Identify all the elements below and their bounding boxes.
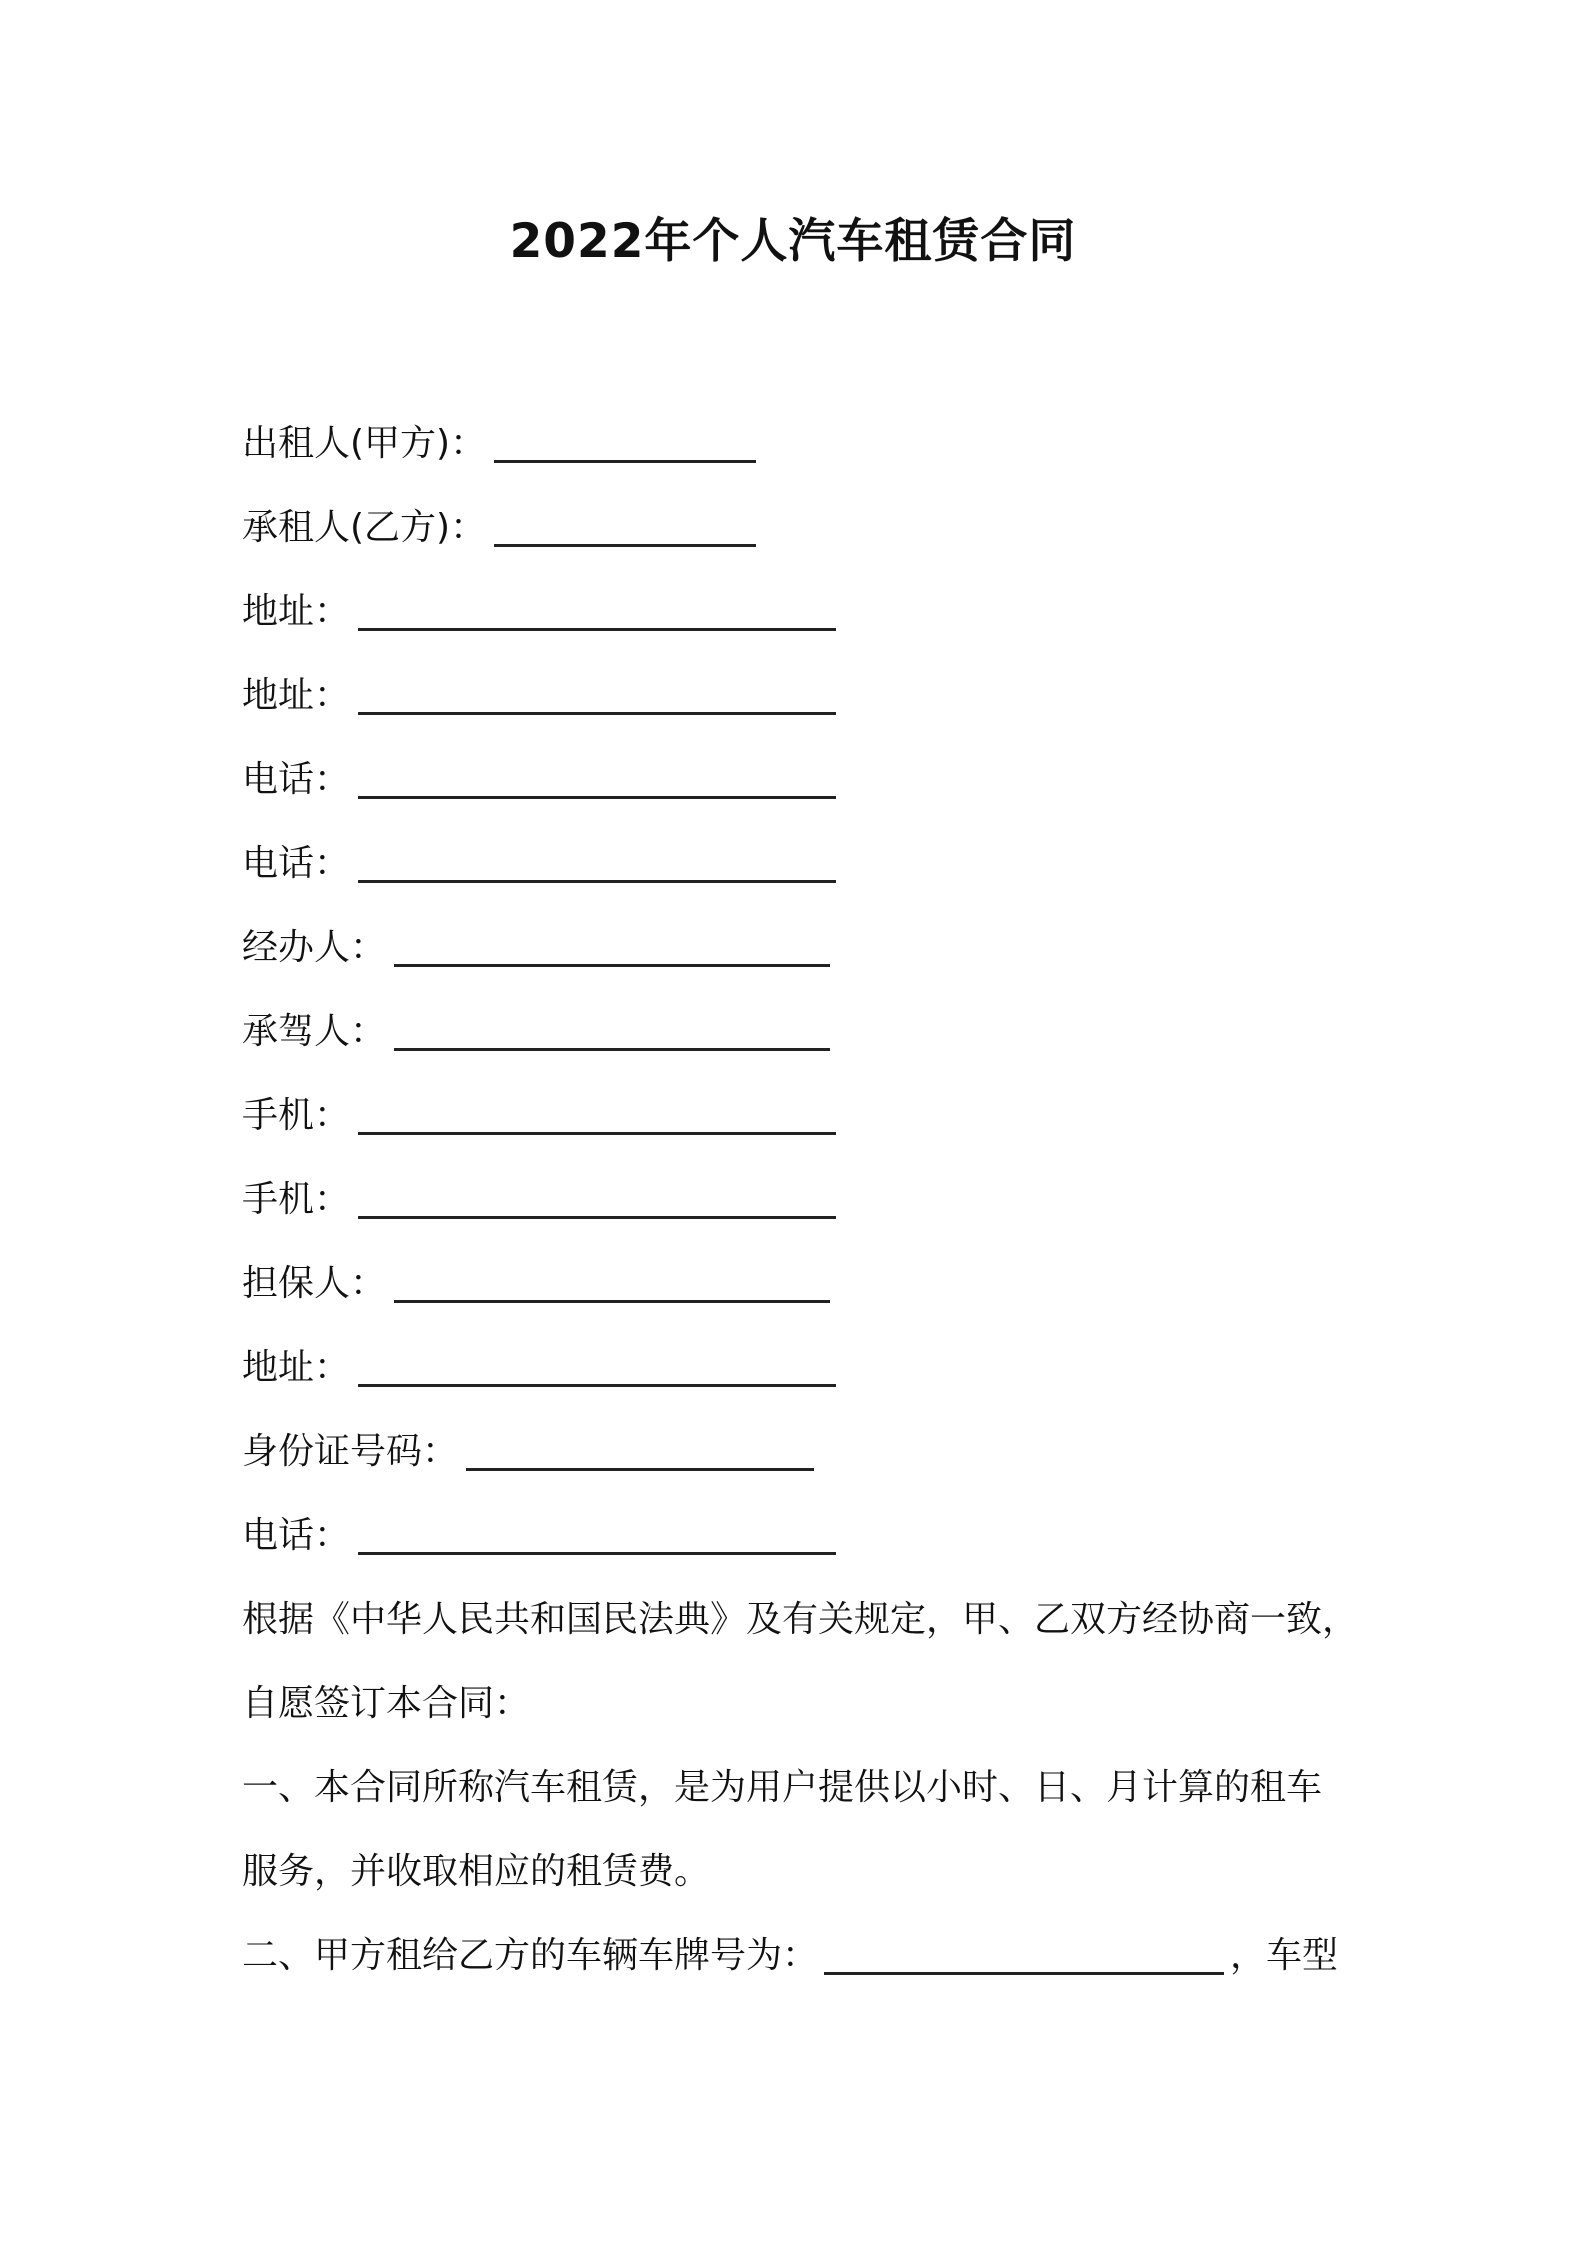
fill-in-blank bbox=[394, 1004, 830, 1051]
fill-in-blank bbox=[394, 1256, 830, 1303]
field-label: 担保人： bbox=[242, 1263, 387, 1304]
clause-2 bbox=[242, 1928, 1338, 1984]
fill-in-blank bbox=[358, 836, 836, 883]
field-mobile-b bbox=[242, 1172, 836, 1228]
intro-paragraph-line2: 自愿签订本合同： bbox=[242, 1683, 531, 1724]
field-driver bbox=[242, 1004, 830, 1060]
fill-in-blank bbox=[358, 584, 836, 631]
clause-1-line1: 一、本合同所称汽车租赁，是为用户提供以小时、日、月计算的租车 bbox=[242, 1767, 1323, 1808]
document-title: 2022年个人汽车租赁合同 bbox=[509, 214, 1077, 269]
fill-in-blank bbox=[824, 1928, 1224, 1975]
field-lessor bbox=[242, 416, 756, 472]
field-label: 地址： bbox=[242, 1347, 351, 1388]
field-label: 承驾人： bbox=[242, 1011, 387, 1052]
intro-paragraph-line1: 根据《中华人民共和国民法典》及有关规定，甲、乙双方经协商一致， bbox=[242, 1599, 1359, 1640]
field-label: 手机： bbox=[242, 1095, 351, 1136]
field-address-b bbox=[242, 668, 836, 724]
fill-in-blank bbox=[494, 416, 756, 463]
field-phone-b bbox=[242, 836, 836, 892]
field-lessee bbox=[242, 500, 756, 556]
fill-in-blank bbox=[358, 1508, 836, 1555]
fill-in-blank bbox=[358, 1340, 836, 1387]
field-mobile-a bbox=[242, 1088, 836, 1144]
field-label: 经办人： bbox=[242, 927, 387, 968]
field-label: 承租人(乙方)： bbox=[242, 507, 487, 548]
field-guarantor bbox=[242, 1256, 830, 1312]
field-label: 地址： bbox=[242, 675, 351, 716]
field-label: 身份证号码： bbox=[242, 1431, 459, 1472]
clause-2-prefix: 二、甲方租给乙方的车辆车牌号为： bbox=[242, 1935, 819, 1976]
field-guarantor-address bbox=[242, 1340, 836, 1396]
fill-in-blank bbox=[358, 752, 836, 799]
field-address-a bbox=[242, 584, 836, 640]
field-label: 手机： bbox=[242, 1179, 351, 1220]
clause-1-line2: 服务，并收取相应的租赁费。 bbox=[242, 1851, 711, 1892]
field-guarantor-phone bbox=[242, 1508, 836, 1564]
fill-in-blank bbox=[358, 668, 836, 715]
fill-in-blank bbox=[394, 920, 830, 967]
fill-in-blank bbox=[466, 1424, 814, 1471]
field-label: 出租人(甲方)： bbox=[242, 423, 487, 464]
fill-in-blank bbox=[358, 1172, 836, 1219]
field-handler bbox=[242, 920, 830, 976]
field-label: 电话： bbox=[242, 759, 351, 800]
fill-in-blank bbox=[358, 1088, 836, 1135]
field-label: 电话： bbox=[242, 1515, 351, 1556]
field-phone-a bbox=[242, 752, 836, 808]
field-id-number bbox=[242, 1424, 814, 1480]
field-label: 电话： bbox=[242, 843, 351, 884]
field-label: 地址： bbox=[242, 591, 351, 632]
clause-2-suffix: ，车型 bbox=[1230, 1935, 1339, 1976]
fill-in-blank bbox=[494, 500, 756, 547]
